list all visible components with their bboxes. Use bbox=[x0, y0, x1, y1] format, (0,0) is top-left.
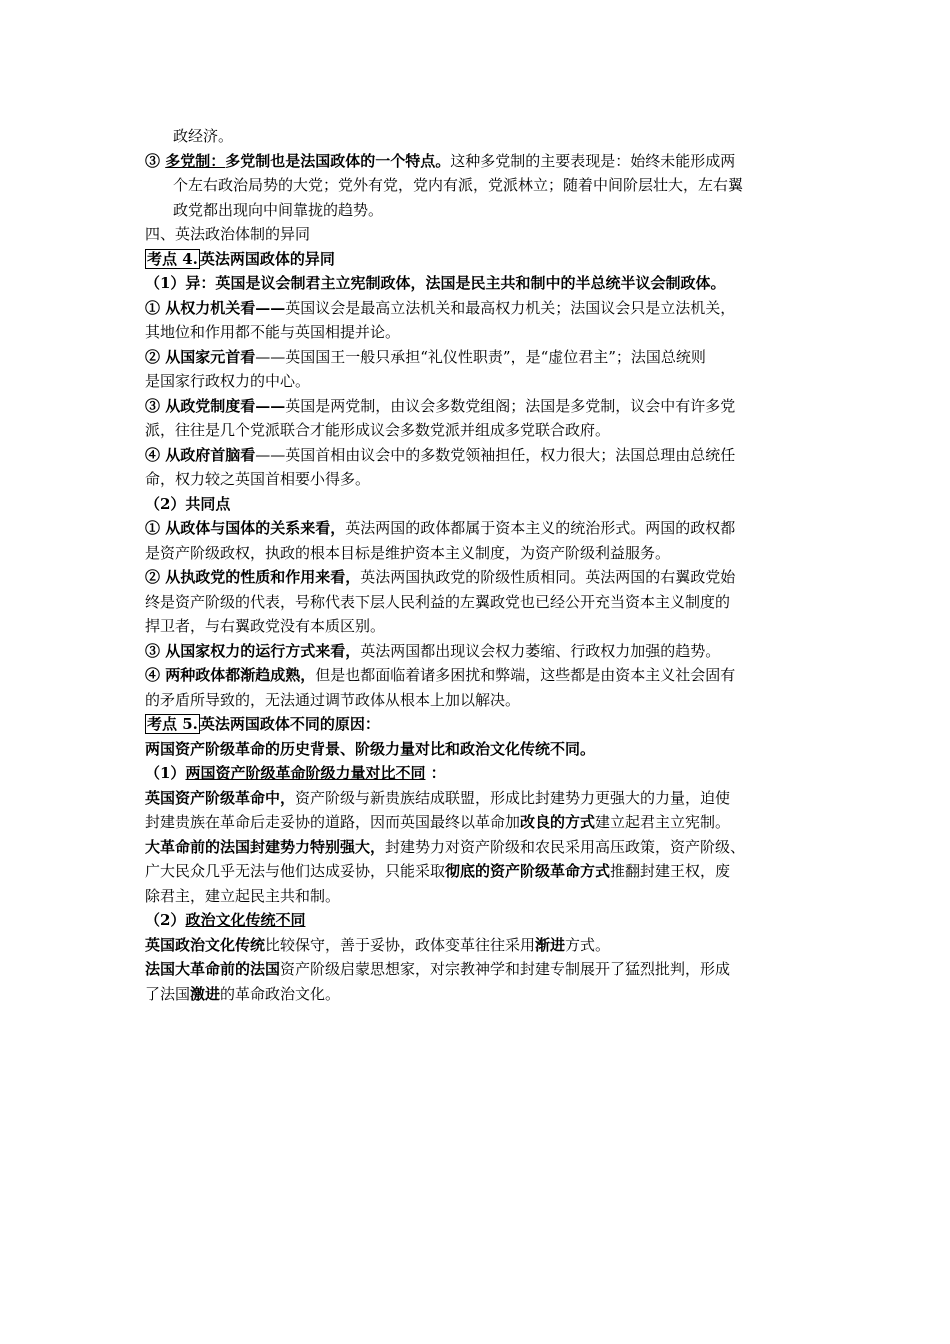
text-line: ② 从执政党的性质和作用来看，英法两国执政党的阶级性质相同。英法两国的右翼政党始 bbox=[145, 568, 736, 586]
text-line: 两国资产阶级革命的历史背景、阶级力量对比和政治文化传统不同。 bbox=[145, 739, 596, 758]
text-line: 英国资产阶级革命中，资产阶级与新贵族结成联盟，形成比封建势力更强大的力量，迫使 bbox=[145, 788, 731, 807]
text-line: 其地位和作用都不能与英国相提并论。 bbox=[145, 323, 401, 341]
text-line: ④ 从政府首脑看——英国首相由议会中的多数党领袖担任，权力很大；法国总理由总统任 bbox=[145, 445, 736, 464]
kaodian-label: 考点 4. bbox=[147, 249, 198, 268]
text-line: 政党都出现向中间靠拢的趋势。 bbox=[173, 200, 384, 219]
document-body bbox=[145, 124, 810, 1006]
text-line: ② 从国家元首看——英国国王一般只承担“礼仪性职责”，是“虚位君主”；法国总统则 bbox=[145, 347, 706, 366]
text-line: ③ 从国家权力的运行方式来看，英法两国都出现议会权力萎缩、行政权力加强的趋势。 bbox=[145, 641, 721, 660]
text-line: 广大民众几乎无法与他们达成妥协，只能采取彻底的资产阶级革命方式推翻封建王权，废 bbox=[145, 862, 731, 880]
text-line: （1）两国资产阶级革命阶级力量对比不同 ： bbox=[145, 764, 446, 782]
text-line: 法国大革命前的法国资产阶级启蒙思想家，对宗教神学和封建专制展开了猛烈批判，形成 bbox=[145, 960, 731, 978]
text-line: ③ 从政党制度看——英国是两党制，由议会多数党组阁；法国是多党制，议会中有许多党 bbox=[145, 396, 736, 415]
text-line: 大革命前的法国封建势力特别强大，封建势力对资产阶级和农民采用高压政策，资产阶级、 bbox=[145, 837, 746, 856]
text-line: 英国政治文化传统比较保守，善于妥协，政体变革往往采用渐进方式。 bbox=[145, 935, 611, 954]
text-line: 捍卫者，与右翼政党没有本质区别。 bbox=[145, 617, 386, 635]
text-line: 终是资产阶级的代表，号称代表下层人民利益的左翼政党也已经公开充当资本主义制度的 bbox=[145, 592, 731, 611]
text-line: 是资产阶级政权，执政的根本目标是维护资本主义制度，为资产阶级利益服务。 bbox=[145, 543, 671, 562]
text-line: ① 从政体与国体的关系来看，英法两国的政体都属于资本主义的统治形式。两国的政权都 bbox=[145, 519, 736, 537]
kaodian-heading: 考点 4. 英法两国政体的异同 bbox=[147, 249, 335, 268]
text-line: 命，权力较之英国首相要小得多。 bbox=[145, 470, 371, 488]
text-line: 政经济。 bbox=[173, 127, 234, 145]
text-line: （1）异：英国是议会制君主立宪制政体，法国是民主共和制中的半总统半议会制政体。 bbox=[145, 274, 726, 292]
kaodian-heading: 考点 5. 英法两国政体不同的原因： bbox=[147, 715, 380, 733]
text-line: ④ 两种政体都渐趋成熟，但是也都面临着诸多困扰和弊端，这些都是由资本主义社会固有 bbox=[145, 666, 736, 684]
text-line: 的矛盾所导致的，无法通过调节政体从根本上加以解决。 bbox=[145, 690, 521, 709]
text-line: 了法国激进的革命政治文化。 bbox=[145, 984, 341, 1003]
text-line: 除君主，建立起民主共和制。 bbox=[145, 886, 341, 905]
text-line: ③ 多党制：多党制也是法国政体的一个特点。这种多党制的主要表现是：始终未能形成两 bbox=[145, 151, 736, 170]
section-heading: 四、英法政治体制的异同 bbox=[145, 225, 311, 243]
text-line: 封建贵族在革命后走妥协的道路，因而英国最终以革命加改良的方式建立起君主立宪制。 bbox=[145, 813, 731, 831]
text-line: ① 从权力机关看——英国议会是最高立法机关和最高权力机关；法国议会只是立法机关， bbox=[145, 298, 736, 317]
text-line: 派，往往是几个党派联合才能形成议会多数党派并组成多党联合政府。 bbox=[145, 421, 611, 439]
text-line: （2）政治文化传统不同 bbox=[145, 911, 306, 929]
kaodian-label: 考点 5. bbox=[147, 715, 198, 733]
text-line: （2）共同点 bbox=[145, 494, 231, 513]
text-line: 是国家行政权力的中心。 bbox=[145, 372, 311, 390]
text-line: 个左右政治局势的大党；党外有党，党内有派，党派林立；随着中间阶层壮大，左右翼 bbox=[173, 176, 744, 194]
